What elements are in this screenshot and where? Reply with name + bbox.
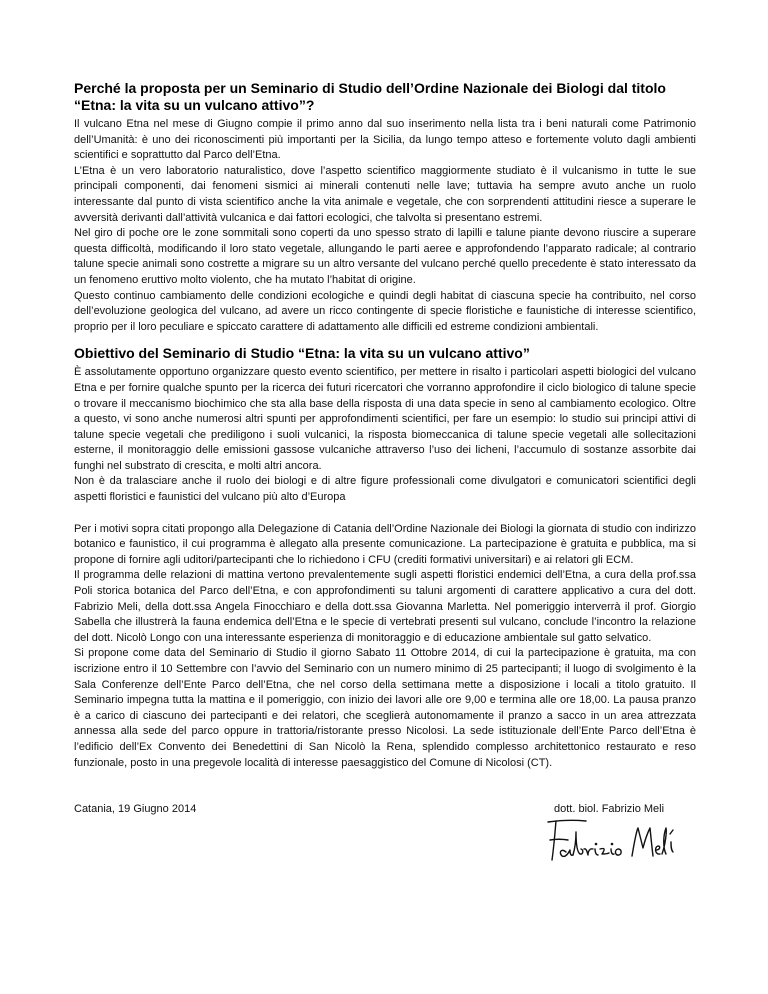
section-1-paragraph: Questo continuo cambiamento delle condizioni ecologiche e quindi degli habitat di ciascuna specie ha contribuito, nel corso dell’evoluzione geologica del vulcano, ad avere un ricco contingente di specie floristiche e faunistiche di interesse scientifico, proprio per il loro peculiare e spiccato carattere di adattamento alle difficili ed estreme condizioni ambientali. <box>74 289 696 333</box>
author-name: dott. biol. Fabrizio Meli <box>554 803 665 815</box>
section-2-title: Obiettivo del Seminario di Studio “Etna: la vita su un vulcano attivo” <box>74 345 530 362</box>
section-1-paragraph: L’Etna è un vero laboratorio naturalistico, dove l’aspetto scientifico maggiormente studiato è il vulcanismo in tutte le sue principali componenti, dai fenomeni sismici ai minerali contenuti nelle lave; tuttavia ha sempre avuto anche un ruolo interessante dal punto di vista scientifico anche la vita animale e vegetale, che con sorprendenti attitudini riesce a superare le avversità derivanti dall’attività vulcanica e dai fattori ecologici, che talvolta si presentano estremi. <box>74 164 696 224</box>
section-3-paragraph: Si propone come data del Seminario di Studio il giorno Sabato 11 Ottobre 2014, di cui la partecipazione è gratuita, ma con iscrizione entro il 10 Settembre con l’avvio del Seminario con un numero minimo di 25 partecipanti; il luogo di svolgimento è la Sala Conferenze dell’Ente Parco dell’Etna, che nel corso della settimana mette a disposizione i locali a titolo gratuito. Il Seminario impegna tutta la mattina e il pomeriggio, con inizio dei lavori alle ore 9,00 e termina alle ore 18,00. La pausa pranzo è a carico di ciascuno dei partecipanti e dei relatori, che sceglierà autonomamente il pranzo a sacco in un area attrezzata annessa alla sede del parco oppure in trattoria/ristorante presso Nicolosi. La sede istituzionale dell’Ente Parco dell’Etna è l’edificio dell’Ex Convento dei Benedettini di San Nicolò la Rena, splendido complesso architettonico restaurato e reso funzionale, posto in una pregevole località di interesse paesaggistico del Comune di Nicolosi (CT). <box>74 647 696 769</box>
section-3-paragraph: Per i motivi sopra citati propongo alla Delegazione di Catania dell’Ordine Nazionale dei Biologi la giornata di studio con indirizzo botanico e faunistico, il cui programma è allegato alla presente comunicazione. La partecipazione è gratuita e pubblica, ma si propone di fornire agli uditori/partecipanti che lo richiedono i CFU (crediti formativi universitari) e ai relatori gli ECM. <box>74 522 696 566</box>
place-date: Catania, 19 Giugno 2014 <box>74 803 197 815</box>
handwritten-signature <box>542 818 682 868</box>
spacer <box>74 506 696 522</box>
section-2-paragraph: Non è da tralasciare anche il ruolo dei biologi e di altre figure professionali come divulgatori e comunicatori scientifici degli aspetti floristici e faunistici del vulcano più alto d’Europa <box>74 475 696 504</box>
section-1-paragraph: Il vulcano Etna nel mese di Giugno compie il primo anno dal suo inserimento nella lista tra i beni naturali come Patrimonio dell’Umanità: è uno dei riconoscimenti più importanti per la Sicilia, da lungo tempo atteso e fortemente voluto dagli ambienti scientifici e soprattutto dal Parco dell’Etna. <box>74 118 696 162</box>
section-1-paragraph: Nel giro di poche ore le zone sommitali sono coperti da uno spesso strato di lapilli e talune piante devono riuscire a superare questa difficoltà, modificando il loro stato vegetale, allungando le parti aeree e approfondendo l’apparato radicale; al contrario talune specie animali sono costrette a migrare su un altro versante del vulcano perché quello precedente è stato interessato da un fenomeno eruttivo molto violento, che ha mutato l’habitat di origine. <box>74 227 696 286</box>
document-body <box>74 80 696 771</box>
section-2-paragraph: È assolutamente opportuno organizzare questo evento scientifico, per mettere in risalto i particolari aspetti biologici del vulcano Etna e per fornire qualche spunto per la ricerca dei futuri ricercatori che vorranno approfondire il ciclo biologico di talune specie o trovare il meccanismo biochimico che sta alla base della risposta di una data specie in seno al cambiamento ecologico. Oltre a questo, vi sono anche numerosi altri spunti per approfondimenti scientifici, per fare un esempio: lo studio sui principi attivi di talune specie vegetali che prediligono i suoli vulcanici, la risposta biomeccanica di talune specie vegetali alle sollecitazioni esterne, il monitoraggio delle emissioni gassose vulcaniche attraverso l’uso dei licheni, l’accumulo di sostanze assorbite dai funghi nel substrato di crescita, e molti altri ancora. <box>74 366 696 472</box>
section-1-title: Perché la proposta per un Seminario di Studio dell’Ordine Nazionale dei Biologi dal titolo “Etna: la vita su un vulcano attivo”? <box>74 80 666 113</box>
section-3-paragraph: Il programma delle relazioni di mattina vertono prevalentemente sugli aspetti floristici endemici dell’Etna, a cura della prof.ssa Poli storica botanica del Parco dell’Etna, e con approfondimenti su taluni argomenti di carattere applicativo a cura del dott. Fabrizio Meli, della dott.ssa Angela Finocchiaro e della dott.ssa Giovanna Marletta. Nel pomeriggio interverrà il prof. Giorgio Sabella che illustrerà la fauna endemica dell’Etna e le specie di vertebrati presenti sul vulcano, conclude l’incontro la relazione del dott. Nicolò Longo con una interessante esperienza di monitoraggio e di educazione ambientale sul gatto selvatico. <box>74 569 696 644</box>
